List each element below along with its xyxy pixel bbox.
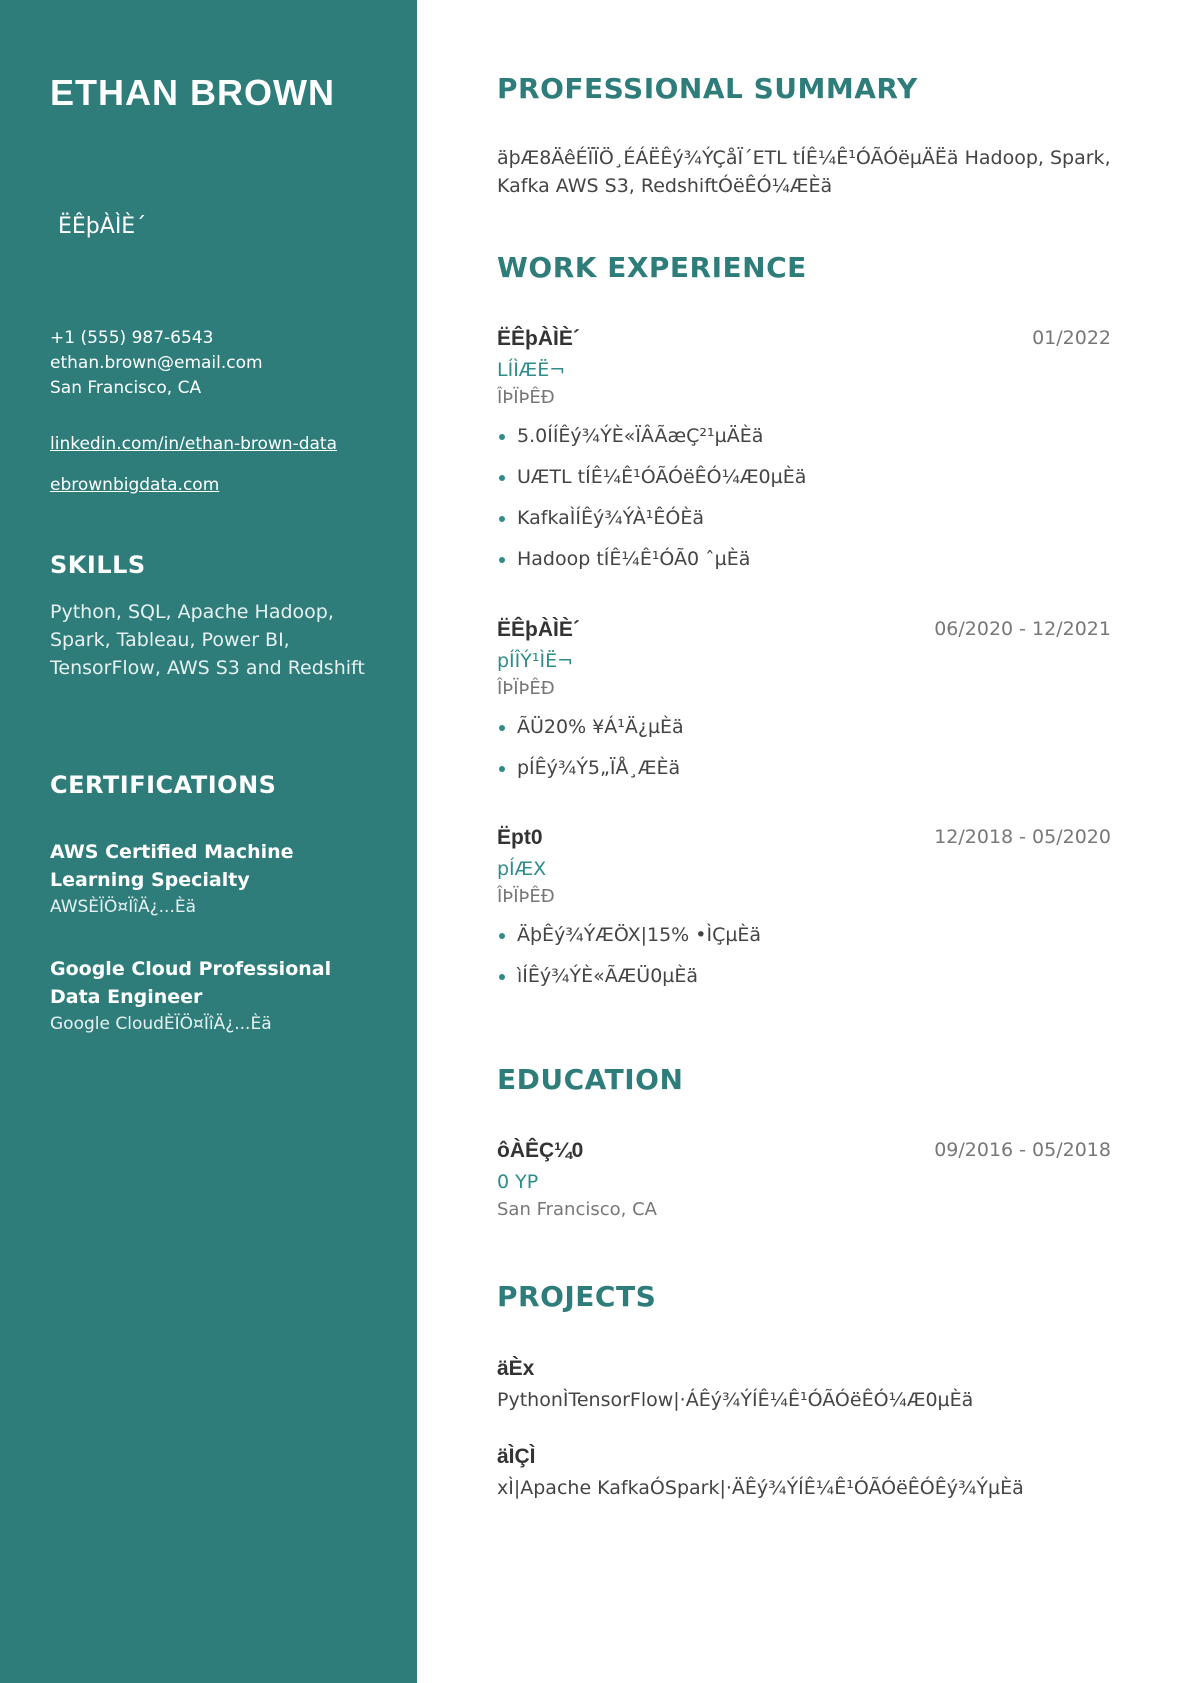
education-degree: ôÀÊÇ¼0: [497, 1139, 584, 1162]
certification-issuer: Google CloudÈÏÖ¤ÏîÄ¿...Èä: [50, 1014, 272, 1034]
job-entry: [497, 618, 1111, 795]
job-location: ÎÞÏÞÊÐ: [497, 387, 555, 408]
job-location: ÎÞÏÞÊÐ: [497, 678, 555, 699]
summary-text: äþÆ8ÄêÉÏÏÖ¸ÉÁËÊý¾ÝÇåÏ´ETL tÍÊ¼Ê¹ÓÃÓëµÄËä Hadoop, Spark, Kafka AWS S3, RedshiftÓëÊÓ¼ÆÈä: [497, 147, 1111, 197]
certification-title: AWS Certified Machine Learning Specialty: [50, 841, 294, 891]
job-company: LÍÌÆË¬: [497, 359, 566, 381]
project-title: äÌÇÌ: [497, 1445, 536, 1468]
job-bullet: pÍÊý¾Ý5„ÏÅ¸ÆÈä: [497, 754, 1111, 795]
certification-item: [50, 838, 380, 920]
sidebar: [0, 0, 417, 1683]
contact-location: San Francisco, CA: [50, 378, 202, 398]
job-bullet: KafkaÌÍÊý¾ÝÀ¹ÊÓÈä: [497, 504, 1111, 545]
skills-heading: SKILLS: [50, 551, 146, 579]
education-entry: [497, 1139, 1111, 1220]
job-bullet: ÄþÊý¾ÝÆÖX|15% •ÌÇµÈä: [497, 921, 1111, 962]
education-location: San Francisco, CA: [497, 1199, 657, 1220]
candidate-name: ETHAN BROWN: [50, 72, 335, 113]
certification-issuer: AWSÈÏÖ¤ÏîÄ¿...Èä: [50, 897, 197, 917]
education-school: 0 YP: [497, 1171, 539, 1193]
job-bullets: [497, 921, 1111, 1003]
job-bullets: [497, 713, 1111, 795]
contact-phone: +1 (555) 987-6543: [50, 328, 214, 348]
candidate-title: ËÊþÀÌÈ´: [58, 214, 147, 239]
job-company: pÍÆX: [497, 858, 547, 880]
contact-info: [50, 326, 263, 401]
project-entry: [497, 1357, 1117, 1411]
job-date: 06/2020 - 12/2021: [934, 618, 1111, 640]
job-bullet: UÆTL tÍÊ¼Ê¹ÓÃÓëÊÓ¼Æ0µÈä: [497, 463, 1111, 504]
skills-text: Python, SQL, Apache Hadoop, Spark, Tableau, Power BI, TensorFlow, AWS S3 and Redshift: [50, 601, 365, 679]
education-date: 09/2016 - 05/2018: [934, 1139, 1111, 1161]
projects-heading: PROJECTS: [497, 1280, 657, 1313]
certification-title: Google Cloud Professional Data Engineer: [50, 958, 332, 1008]
certification-item: [50, 955, 380, 1037]
job-bullet: 5.0ÍÍÊý¾ÝÈ«ÏÂÃæÇ²¹µÄÈä: [497, 422, 1111, 463]
job-title: ËÊþÀÌÈ´: [497, 327, 580, 350]
certifications-heading: CERTIFICATIONS: [50, 771, 277, 799]
summary-heading: PROFESSIONAL SUMMARY: [497, 72, 918, 105]
job-bullet: ìÍÊý¾ÝÈ«ÃÆÜ0µÈä: [497, 962, 1111, 1003]
job-entry: [497, 327, 1111, 586]
job-location: ÎÞÏÞÊÐ: [497, 886, 555, 907]
website-link[interactable]: ebrownbigdata.com: [50, 475, 220, 495]
job-company: pÍÎÝ¹ÌË¬: [497, 650, 574, 672]
contact-email: ethan.brown@email.com: [50, 353, 263, 373]
job-bullet: ÃÜ20% ¥Á¹Ä¿µÈä: [497, 713, 1111, 754]
project-description: PythonÌTensorFlow|·ÁÊý¾ÝÍÊ¼Ê¹ÓÃÓëÊÓ¼Æ0µÈä: [497, 1389, 974, 1411]
project-title: äÈx: [497, 1357, 535, 1380]
job-title: Ëpt0: [497, 826, 543, 849]
education-heading: EDUCATION: [497, 1063, 684, 1096]
job-bullet: Hadoop tÍÊ¼Ê¹ÓÃ0 ˆµÈä: [497, 545, 1111, 586]
project-entry: [497, 1445, 1117, 1499]
linkedin-link[interactable]: linkedin.com/in/ethan-brown-data: [50, 434, 338, 454]
project-description: xÌ|Apache KafkaÓSpark|·ÄÊý¾ÝÍÊ¼Ê¹ÓÃÓëÊÓÊý¾ÝµÈä: [497, 1477, 1024, 1499]
job-bullets: [497, 422, 1111, 586]
job-entry: [497, 826, 1111, 1003]
job-title: ËÊþÀÌÈ´: [497, 618, 580, 641]
job-date: 01/2022: [1032, 327, 1111, 349]
job-date: 12/2018 - 05/2020: [934, 826, 1111, 848]
experience-heading: WORK EXPERIENCE: [497, 251, 807, 284]
